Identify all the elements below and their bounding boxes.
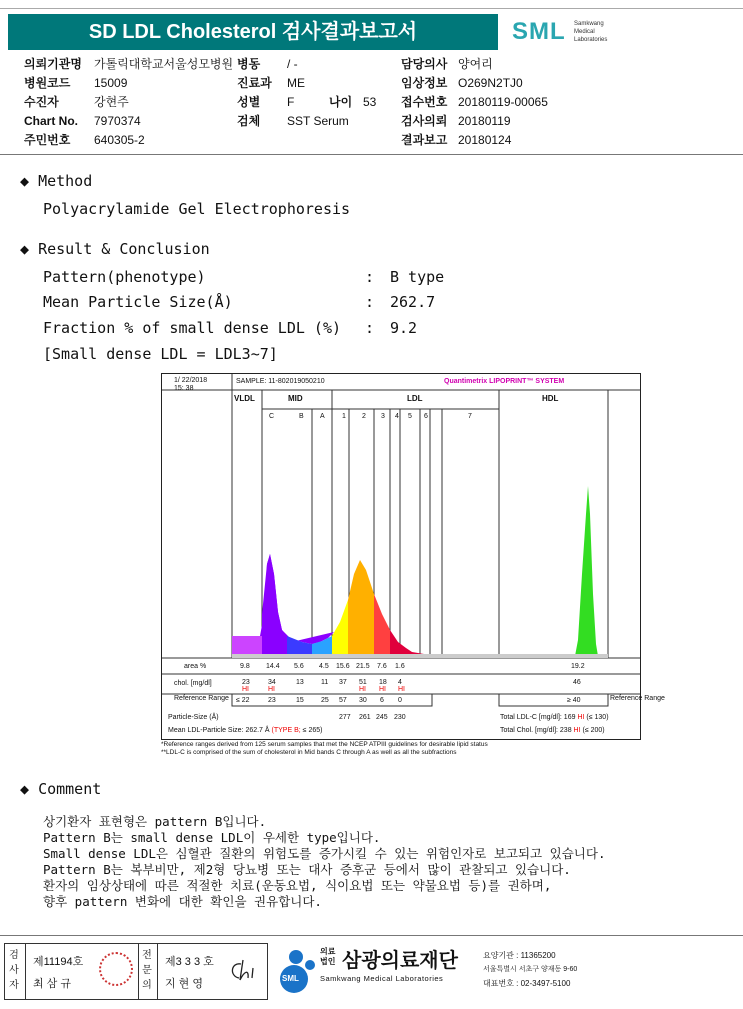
org-logo-icon	[272, 945, 316, 995]
chart-brand: Quantimetrix LIPOPRINT™ SYSTEM	[444, 378, 565, 385]
band-label: 3	[381, 413, 385, 420]
comment-heading-row	[20, 780, 101, 798]
result-colon: :	[365, 268, 375, 286]
band-label: B	[299, 413, 304, 420]
chart-footnote-2: **LDL-C is comprised of the sum of cholesterol in Mid bands C through A as well as all the subfractions	[161, 749, 457, 756]
band-label: 2	[362, 413, 366, 420]
info-label: 의뢰기관명	[24, 57, 82, 71]
result-heading: Result & Conclusion	[38, 240, 210, 258]
area-value: 1.6	[395, 663, 405, 670]
result-colon: :	[365, 293, 375, 311]
patient-info-right	[401, 56, 548, 151]
band-label: 6	[424, 413, 428, 420]
area-value: 14.4	[266, 663, 280, 670]
method-text: Polyacrylamide Gel Electrophoresis	[43, 200, 351, 218]
sml-logo	[512, 18, 632, 48]
chol-value: 46	[573, 679, 581, 686]
info-label: 진료과	[237, 76, 272, 90]
chart-time: 15: 38	[174, 385, 194, 392]
comment-line: Small dense LDL은 심혈관 질환의 위험도를 증가시킬 수 있는 위험인자로 보고되고 있습니다.	[43, 846, 606, 861]
result-label: Fraction % of small dense LDL (%)	[43, 319, 342, 337]
chart-footnote-1: *Reference ranges derived from 125 serum samples that met the NCEP ATPIII guidelines for desirable lipid status	[161, 741, 488, 748]
info-label: 성별	[237, 95, 261, 109]
org-en: Samkwang Medical Laboratories	[320, 974, 444, 983]
checker-label: 검사자	[9, 950, 19, 991]
total-chol-row	[500, 727, 605, 734]
row-label-area: area %	[184, 663, 207, 670]
age-label: 나이	[329, 95, 353, 109]
area-value: 5.6	[294, 663, 304, 670]
total-ldl-row	[500, 714, 609, 721]
org-logo-text: SML	[282, 974, 299, 983]
area-value: 4.5	[319, 663, 329, 670]
chol-value: 18	[379, 679, 387, 686]
specialist-name: 지 현 영	[165, 978, 203, 990]
specialist-no: 제3 3 3 호	[165, 956, 214, 968]
comment-line: Pattern B는 small dense LDL이 우세한 type입니다.	[43, 830, 381, 845]
hi-flag: HI	[359, 686, 366, 693]
chol-value: 34	[268, 679, 276, 686]
info-label: 결과보고	[401, 133, 448, 147]
row-label-particle-size: Particle-Size (Å)	[168, 714, 219, 721]
info-label: 담당의사	[401, 57, 448, 71]
total-chol: Total Chol. [mg/dl]: 238	[500, 727, 572, 734]
chol-value: 23	[242, 679, 250, 686]
diamond-icon: ◆	[20, 172, 30, 190]
result-label: Mean Particle Size(Å)	[43, 293, 233, 311]
total-ldl: Total LDL-C [mg/dl]: 169	[500, 714, 576, 721]
chart-sample: SAMPLE: 11-802019050210	[236, 378, 325, 385]
comment-line: 향후 pattern 변화에 대한 확인을 권유합니다.	[43, 894, 322, 909]
ps-value: 261	[359, 714, 371, 721]
hi-flag: HI	[242, 686, 249, 693]
ref-value: ≤ 22	[236, 697, 250, 704]
result-colon: :	[365, 319, 375, 337]
specialist-label: 전문의	[142, 950, 152, 991]
hi-flag: HI	[398, 686, 405, 693]
result-label: Pattern(phenotype)	[43, 268, 206, 286]
region-mid: MID	[288, 394, 303, 403]
result-value: 262.7	[390, 293, 436, 311]
info-label: 검사의뢰	[401, 114, 448, 128]
region-hdl: HDL	[542, 394, 559, 403]
result-heading-row	[20, 240, 210, 258]
ref-value: 57	[339, 697, 347, 704]
region-vldl: VLDL	[234, 394, 255, 403]
org-address: 서울특별시 서초구 양재동 9-60	[483, 966, 578, 973]
result-note: [Small dense LDL = LDL3~7]	[43, 345, 278, 363]
hi-flag: HI	[573, 727, 581, 734]
info-value: 640305-2	[94, 133, 145, 147]
info-value: 20180124	[458, 133, 512, 147]
row-label-ref: Reference Range	[174, 695, 229, 702]
ref-value: 25	[321, 697, 329, 704]
band-label: 1	[342, 413, 346, 420]
area-value: 7.6	[377, 663, 387, 670]
info-value: SST Serum	[287, 114, 349, 128]
info-value: 가톨릭대학교서울성모병원	[94, 57, 234, 71]
ps-value: 277	[339, 714, 351, 721]
ref-value: ≥ 40	[567, 697, 581, 704]
chol-value: 37	[339, 679, 347, 686]
info-value: 강현주	[94, 95, 129, 109]
diamond-icon: ◆	[20, 780, 30, 798]
org-name: 삼광의료재단	[342, 948, 458, 972]
chart-datetime	[174, 377, 207, 393]
checker-name: 최 삼 규	[33, 978, 71, 990]
row-label-chol: chol. [mg/dl]	[174, 680, 212, 687]
mean-type: (TYPE B;	[271, 727, 301, 734]
chol-value: 11	[321, 679, 329, 686]
comment-line: 환자의 임상상태에 따른 적절한 치료(운동요법, 식이요법 또는 약물요법 등)를 권하며,	[43, 878, 552, 893]
diamond-icon: ◆	[20, 240, 30, 258]
logo-sub-1: Samkwang	[574, 21, 604, 27]
method-heading-row	[20, 172, 92, 190]
mean-value: 262.7 Å	[245, 727, 270, 734]
band-label: 4	[395, 413, 399, 420]
checker-no: 제11194호	[33, 956, 84, 968]
chart-date: 1/ 22/2018	[174, 377, 208, 384]
report-title: SD LDL Cholesterol 검사결과보고서	[8, 14, 498, 50]
hi-flag: HI	[379, 686, 386, 693]
info-label: 검체	[237, 114, 261, 128]
method-heading: Method	[38, 172, 93, 190]
info-label: 병원코드	[24, 76, 71, 90]
mean-label: Mean LDL-Particle Size:	[168, 727, 244, 734]
area-value: 15.6	[336, 663, 350, 670]
area-value: 19.2	[571, 663, 585, 670]
chol-value: 51	[359, 679, 367, 686]
chol-value: 13	[296, 679, 304, 686]
band-label: C	[269, 413, 275, 420]
comment-line: 상기환자 표현형은 pattern B입니다.	[43, 814, 267, 829]
info-value: 20180119-00065	[458, 95, 548, 109]
org-phone: 대표번호 : 02-3497-5100	[483, 979, 571, 988]
divider	[0, 154, 743, 155]
mean-ref: ≤ 265)	[302, 727, 323, 734]
patient-info-mid	[237, 56, 376, 132]
result-value: B type	[390, 268, 445, 286]
band-label: 5	[408, 413, 412, 420]
info-value: 15009	[94, 76, 128, 90]
org-logo	[272, 945, 316, 995]
info-value: ME	[287, 76, 305, 90]
logo-sub-2: Medical	[574, 29, 595, 35]
band-label: 7	[468, 413, 472, 420]
ref-value: 23	[268, 697, 276, 704]
lipoprint-chart	[161, 373, 665, 740]
divider	[0, 935, 743, 936]
org-type: 의료법인	[320, 947, 336, 966]
info-label: 임상정보	[401, 76, 448, 90]
info-value: / -	[287, 57, 298, 71]
info-label: Chart No.	[24, 114, 78, 128]
info-label: 주민번호	[24, 133, 71, 147]
divider	[25, 944, 26, 999]
divider	[157, 944, 158, 999]
signature-box	[4, 943, 268, 1000]
ref-value: 6	[380, 697, 384, 704]
logo-subtext	[574, 20, 607, 44]
total-ldl-ref: (≤ 130)	[586, 714, 609, 721]
info-value: 양여리	[458, 57, 493, 71]
info-value: O269N2TJ0	[458, 76, 523, 90]
result-value: 9.2	[390, 319, 418, 337]
area-value: 9.8	[240, 663, 250, 670]
ps-value: 245	[376, 714, 388, 721]
info-value: 7970374	[94, 114, 141, 128]
divider	[138, 944, 139, 999]
age-value: 53	[363, 95, 377, 109]
ps-value: 230	[394, 714, 406, 721]
area-value: 21.5	[356, 663, 370, 670]
signature-mark	[227, 956, 261, 986]
comment-line: Pattern B는 복부비만, 제2형 당뇨병 또는 대사 증후군 등에서 많이 관찰되고 있습니다.	[43, 862, 571, 877]
ref-value: 0	[398, 697, 402, 704]
info-label: 수진자	[24, 95, 59, 109]
info-label: 병동	[237, 57, 261, 71]
logo-text: SML	[512, 18, 566, 45]
total-chol-ref: (≤ 200)	[582, 727, 605, 734]
hi-flag: HI	[577, 714, 585, 721]
region-ldl: LDL	[407, 394, 423, 403]
mean-row	[168, 727, 322, 734]
patient-info-left	[24, 56, 233, 151]
chol-value: 4	[398, 679, 402, 686]
info-label: 접수번호	[401, 95, 448, 109]
info-value: 20180119	[458, 114, 511, 128]
ref-label-right: Reference Range	[610, 695, 665, 702]
top-rule	[0, 8, 743, 9]
org-reg: 요양기관 : 11365200	[483, 951, 556, 960]
hi-flag: HI	[268, 686, 275, 693]
ref-value: 15	[296, 697, 304, 704]
ref-value: 30	[359, 697, 367, 704]
seal-stamp	[99, 952, 133, 986]
comment-heading: Comment	[38, 780, 102, 798]
info-value: F	[287, 95, 295, 109]
logo-sub-3: Laboratories	[574, 37, 608, 43]
band-label: A	[320, 413, 325, 420]
